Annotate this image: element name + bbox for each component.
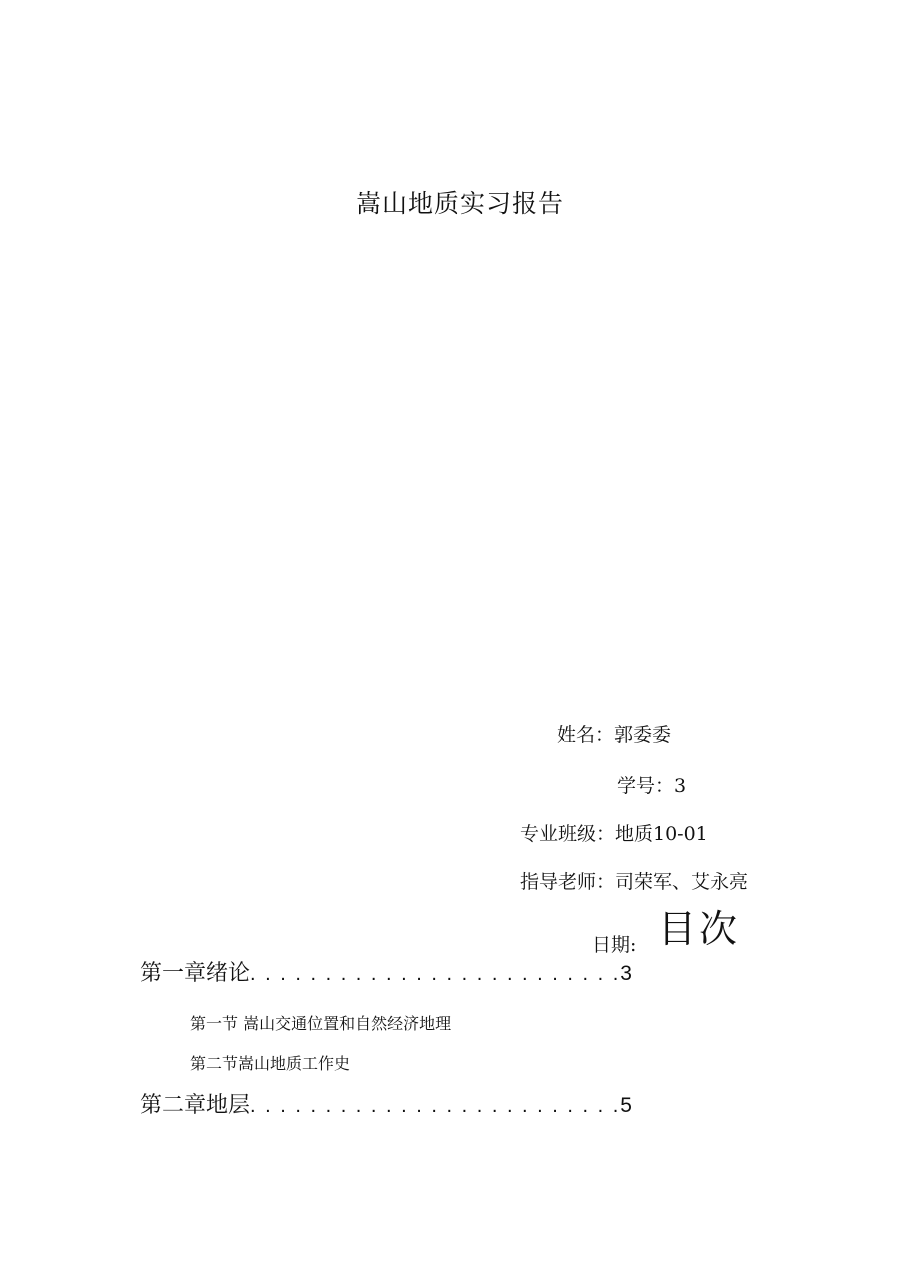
report-title: 嵩山地质实习报告 [355,189,564,218]
toc-leader-dots: . . . . . . . . . . . . . . . . . . . . . . . . . [250,963,621,985]
toc-section-1-2[interactable]: 第二节嵩山地质工作史 [190,1054,351,1073]
toc-leader-dots: . . . . . . . . . . . . . . . . . . . . . . . . . [250,1095,621,1117]
advisor: 指导老师：司荣军、艾永亮 [520,871,749,893]
toc-heading: 目次 [658,907,741,951]
major-class: 专业班级：地质10-01 [520,823,708,845]
student-id: 学号：3 [617,775,687,797]
toc-chapter-title: 第二章地层 [140,1093,251,1118]
toc-page-number: 3 [620,962,632,985]
toc-chapter-2[interactable] [140,1088,632,1119]
student-name: 姓名：郭委委 [557,724,672,746]
date-label: 日期: [592,934,637,956]
toc-chapter-1[interactable] [140,956,632,987]
toc-chapter-title: 第一章绪论 [140,961,251,986]
toc-page-number: 5 [620,1094,632,1117]
toc-section-1-1[interactable]: 第一节 嵩山交通位置和自然经济地理 [190,1014,452,1033]
